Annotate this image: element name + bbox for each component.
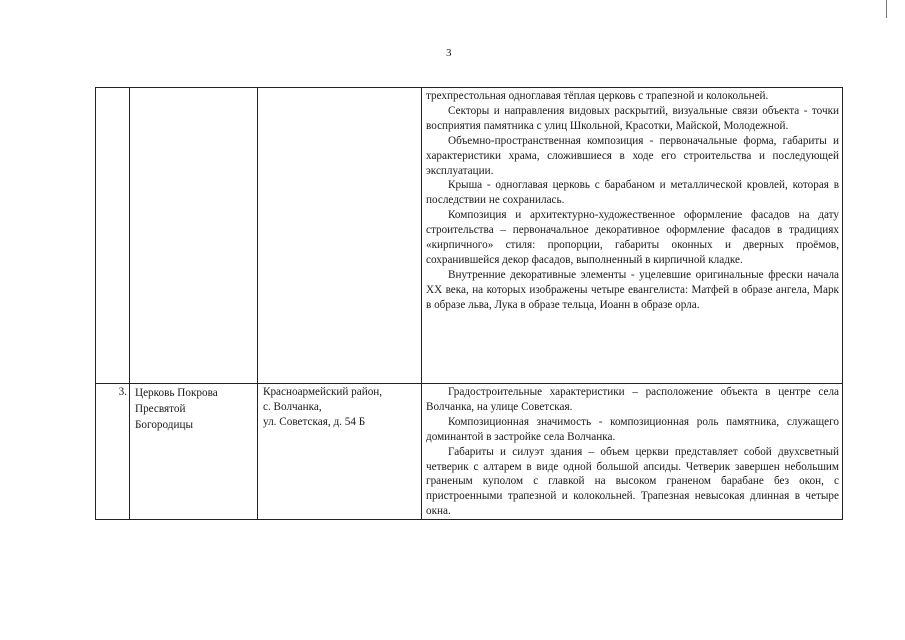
description-paragraph: Объемно-пространственная композиция - первоначальные форма, габариты и характеристики храма, сложившиеся в ходе его строительства и последующей эксплуатации. — [426, 134, 839, 177]
cell-number — [96, 384, 130, 520]
description-paragraph: Крыша - одноглавая церковь с барабаном и металлической кровлей, которая в последствии не сохранилась. — [426, 179, 839, 207]
page-number: 3 — [446, 47, 452, 59]
cell-name — [130, 88, 258, 384]
cell-number — [96, 88, 130, 384]
table-row-pokrov-church — [96, 384, 843, 520]
description-paragraph: трехпрестольная одноглавая тёплая церковь с трапезной и колокольней. — [426, 90, 769, 102]
cell-description — [422, 88, 843, 384]
description-paragraph: Габариты и силуэт здания – объем церкви представляет собой двухсветный четверик с алтарем в виде одной большой апсиды. Четверик завершен небольшим граненым куполом с главкой на высоком граненом барабане без окон, с пристроенными трапезной и колокольней. Трапезная невысокая длинная в четыре окна. — [426, 445, 839, 518]
description-paragraph: Секторы и направления видовых раскрытий, визуальные связи объекта - точки восприятия памятника с улиц Школьной, Красотки, Майской, Молодежной. — [426, 104, 839, 132]
description-paragraph: Градостроительные характеристики – расположение объекта в центре села Волчанка, на улице Советская. — [426, 386, 839, 413]
description-paragraph: Композиция и архитектурно-художественное оформление фасадов на дату строительства – первоначальное декоративное оформление фасадов в традициях «кирпичного» стиля: пропорции, габариты оконных и дверных проёмов, сохранившейся декор фасадов, выполненный в кирпичной кладке. — [426, 209, 839, 266]
description-paragraph: Внутренние декоративные элементы - уцелевшие оригинальные фрески начала XX века, на которых изображены четыре евангелиста: Матфей в образе ангела, Марк в образе льва, Лука в образе тельца, Иоанн в образе орла. — [426, 268, 839, 311]
table-row-continuation — [96, 88, 843, 384]
cell-address — [258, 384, 422, 520]
cell-name — [130, 384, 258, 520]
object-address — [258, 384, 421, 430]
object-name — [130, 88, 257, 89]
monuments-table — [95, 87, 843, 520]
address-line: Красноармейский район, — [263, 386, 383, 398]
address-line: ул. Советская, д. 54 Б — [263, 415, 366, 428]
address-line: с. Волчанка, — [263, 400, 322, 413]
cell-address — [258, 88, 422, 384]
description-text — [422, 384, 842, 519]
row-number: 3. — [118, 386, 127, 398]
row-number — [127, 97, 129, 98]
description-paragraph: Композиционная значимость - композиционная роль памятника, служащего доминантой в застройке села Волчанка. — [426, 415, 839, 443]
scan-edge-line — [886, 0, 887, 18]
object-address — [258, 88, 421, 89]
description-text — [422, 88, 842, 313]
object-name-line: Церковь Покрова — [135, 387, 218, 399]
cell-description — [422, 384, 843, 520]
object-name-line: Пресвятой — [135, 403, 186, 415]
object-name-line: Богородицы — [135, 419, 193, 431]
object-name — [130, 384, 257, 433]
